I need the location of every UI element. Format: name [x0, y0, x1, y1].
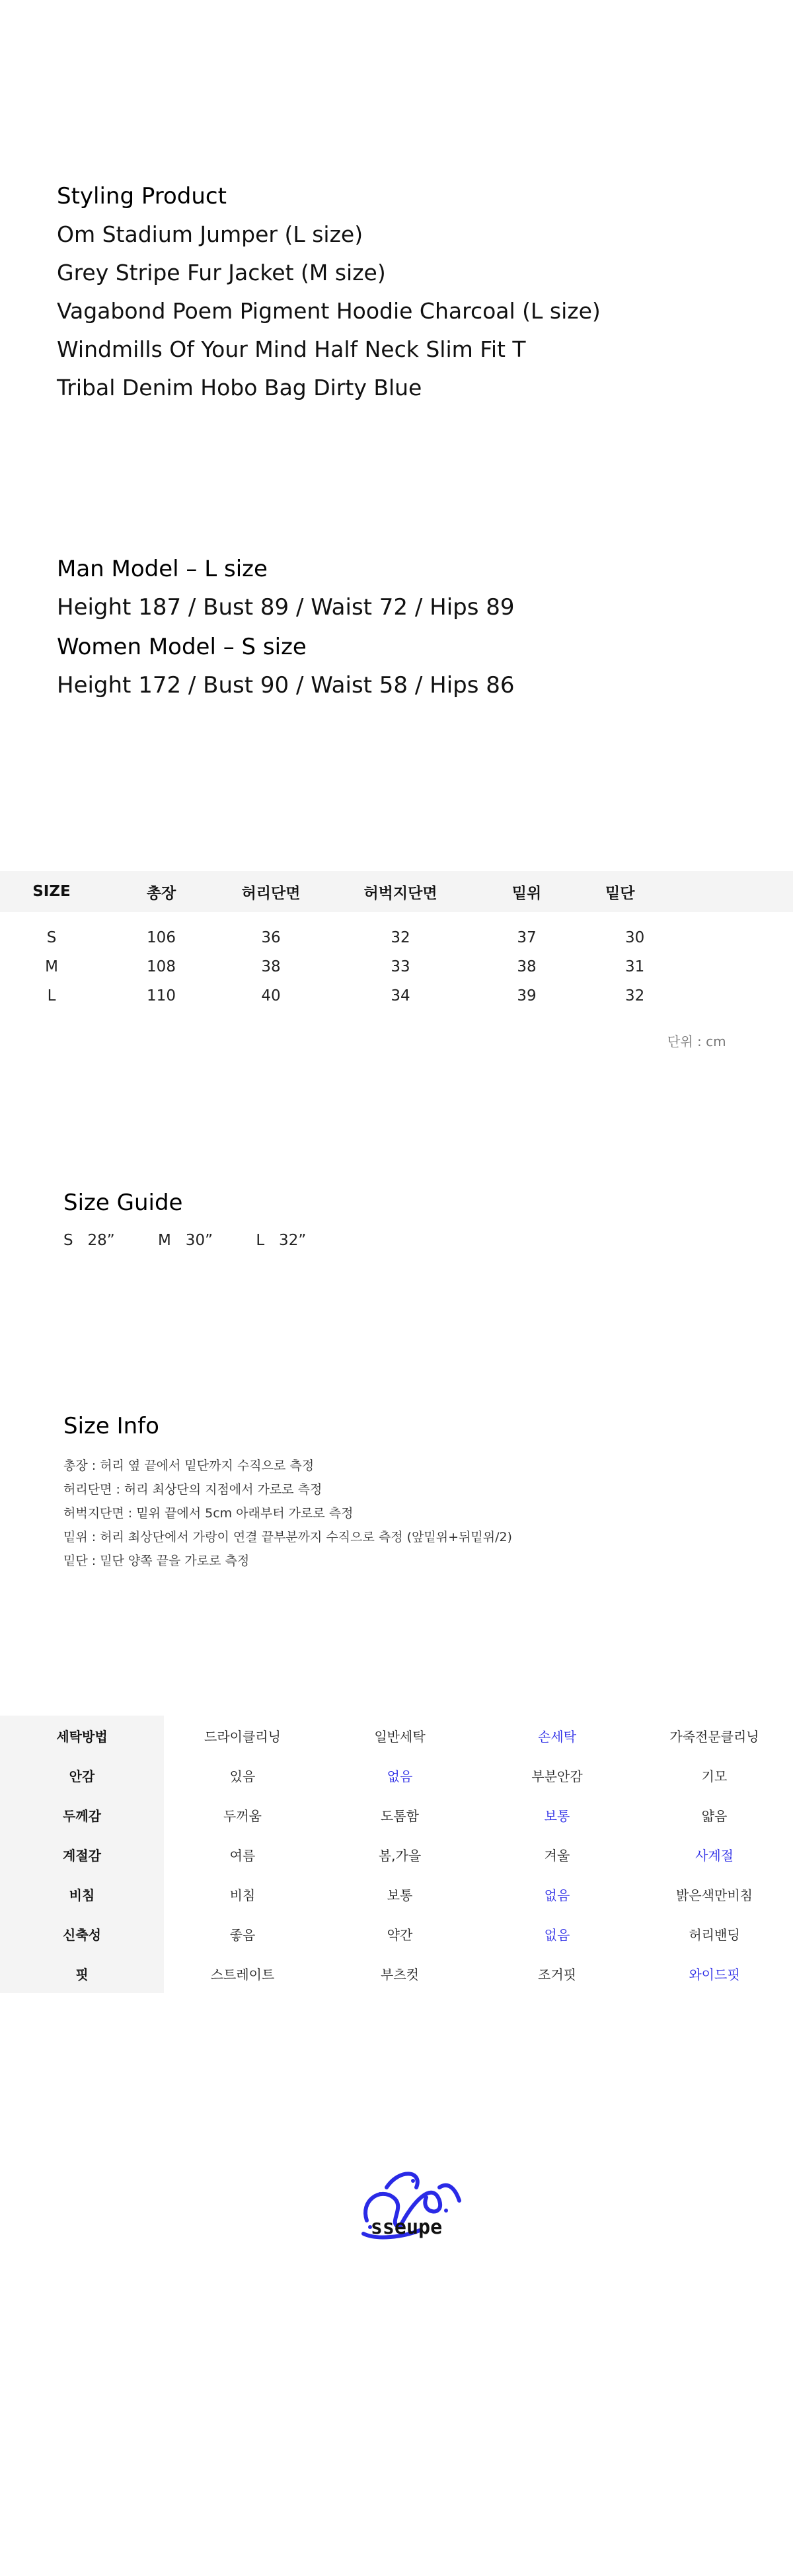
attribute-option: 사계절 [695, 1847, 734, 1864]
size-table-header: 허벅지단면 [322, 871, 478, 912]
attribute-label: 핏 [0, 1953, 164, 1993]
table-cell: 32 [625, 987, 645, 1004]
table-cell: 38 [261, 958, 281, 975]
attribute-option: 밝은색만비침 [676, 1887, 753, 1903]
attribute-option: 없음 [544, 1926, 570, 1943]
styling-product-heading: Styling Product [57, 183, 227, 209]
man-model-title: Man Model – L size [57, 556, 268, 582]
table-cell: 30 [625, 929, 645, 946]
attribute-option: 조거핏 [538, 1966, 576, 1983]
attribute-option: 비침 [229, 1887, 256, 1903]
attribute-option: 얇음 [701, 1807, 728, 1824]
size-table-header: 밑단 [575, 871, 793, 912]
styling-item: Windmills Of Your Mind Half Neck Slim Fit T [57, 336, 526, 362]
attribute-label: 세탁방법 [0, 1716, 164, 1755]
attribute-option: 봄,가을 [378, 1847, 422, 1864]
attribute-option: 있음 [229, 1768, 256, 1784]
attribute-option: 부분안감 [531, 1768, 583, 1784]
styling-product-section [57, 177, 601, 407]
styling-item: Vagabond Poem Pigment Hoodie Charcoal (L size) [57, 298, 601, 324]
attribute-option: 일반세탁 [374, 1728, 426, 1745]
size-info-line: 허벅지단면 : 밑위 끝에서 5cm 아래부터 가로로 측정 [63, 1506, 354, 1521]
size-guide-row [63, 1232, 344, 1249]
size-info-line: 허리단면 : 허리 최상단의 지점에서 가로로 측정 [63, 1482, 322, 1497]
size-table-header-row [0, 871, 793, 912]
attribute-option: 겨울 [544, 1847, 570, 1864]
attribute-row [0, 1795, 793, 1835]
size-table-header: 총장 [103, 871, 219, 912]
attribute-row [0, 1716, 793, 1755]
attribute-option: 가죽전문클리닝 [669, 1728, 759, 1745]
size-info-line: 밑위 : 허리 최상단에서 가랑이 연결 끝부분까지 수직으로 측정 (앞밑위+뒤밑위/2) [63, 1530, 512, 1544]
table-cell: L [47, 987, 56, 1004]
size-guide-title: Size Guide [63, 1190, 183, 1216]
attribute-label: 계절감 [0, 1835, 164, 1874]
attribute-option: 스트레이트 [210, 1966, 275, 1983]
attribute-option: 손세탁 [538, 1728, 576, 1745]
table-row [0, 912, 793, 952]
size-unit-label: 단위 : cm [667, 1034, 726, 1049]
attribute-row [0, 1874, 793, 1914]
attribute-option: 와이드핏 [689, 1966, 740, 1983]
brand-logo-mark [340, 2161, 472, 2260]
table-row [0, 981, 793, 1010]
attribute-option: 허리밴딩 [689, 1926, 740, 1943]
size-guide-section [63, 1190, 344, 1249]
attribute-label: 신축성 [0, 1914, 164, 1953]
table-cell: 108 [147, 958, 176, 975]
size-guide-item: M 30” [158, 1232, 213, 1249]
table-cell: 110 [147, 987, 176, 1004]
attribute-option: 약간 [387, 1926, 413, 1943]
styling-item: Tribal Denim Hobo Bag Dirty Blue [57, 375, 422, 400]
size-guide-item: L 32” [256, 1232, 307, 1249]
women-model-title: Women Model – S size [57, 634, 307, 660]
attribute-label: 안감 [0, 1755, 164, 1795]
table-cell: 39 [517, 987, 537, 1004]
table-cell: 37 [517, 929, 537, 946]
table-cell: M [45, 958, 58, 975]
attribute-option: 부츠컷 [381, 1966, 419, 1983]
women-model-measurements: Height 172 / Bust 90 / Waist 58 / Hips 86 [57, 672, 515, 699]
size-table-header: SIZE [0, 871, 103, 912]
brand-logo [340, 2161, 472, 2260]
size-table [0, 871, 793, 1010]
attribute-option: 보통 [544, 1807, 570, 1824]
man-model-measurements: Height 187 / Bust 89 / Waist 72 / Hips 89 [57, 594, 515, 621]
attribute-option: 드라이클리닝 [204, 1728, 281, 1745]
table-cell: 31 [625, 958, 645, 975]
table-row [0, 952, 793, 981]
table-cell: 38 [517, 958, 537, 975]
size-table-header: 밑위 [478, 871, 575, 912]
attribute-row [0, 1755, 793, 1795]
attribute-row [0, 1914, 793, 1953]
table-cell: 32 [391, 929, 410, 946]
size-info-title: Size Info [63, 1413, 159, 1439]
attribute-option: 여름 [229, 1847, 256, 1864]
model-info-section [57, 550, 515, 706]
styling-item: Om Stadium Jumper (L size) [57, 221, 363, 247]
size-guide-item: S 28” [63, 1232, 115, 1249]
product-attributes-table [0, 1716, 793, 1993]
size-info-line: 총장 : 허리 옆 끝에서 밑단까지 수직으로 측정 [63, 1458, 315, 1473]
attribute-option: 두꺼움 [223, 1807, 262, 1824]
styling-item: Grey Stripe Fur Jacket (M size) [57, 260, 386, 285]
table-cell: 33 [391, 958, 410, 975]
table-cell: 36 [261, 929, 281, 946]
attribute-row [0, 1835, 793, 1874]
size-info-line: 밑단 : 밑단 양쪽 끝을 가로로 측정 [63, 1554, 250, 1568]
table-cell: 34 [391, 987, 410, 1004]
table-cell: 106 [147, 929, 176, 946]
table-cell: S [46, 929, 57, 946]
attribute-option: 없음 [387, 1768, 413, 1784]
attribute-option: 없음 [544, 1887, 570, 1903]
attribute-option: 기모 [701, 1768, 728, 1784]
table-cell: 40 [261, 987, 281, 1004]
attribute-label: 비침 [0, 1874, 164, 1914]
attribute-label: 두께감 [0, 1795, 164, 1835]
attribute-option: 보통 [387, 1887, 413, 1903]
brand-logo-text: sseupe [370, 2216, 443, 2239]
size-info-section [63, 1413, 512, 1573]
attribute-option: 도톰함 [381, 1807, 419, 1824]
attribute-option: 좋음 [229, 1926, 256, 1943]
size-table-header: 허리단면 [219, 871, 322, 912]
attribute-row [0, 1953, 793, 1993]
